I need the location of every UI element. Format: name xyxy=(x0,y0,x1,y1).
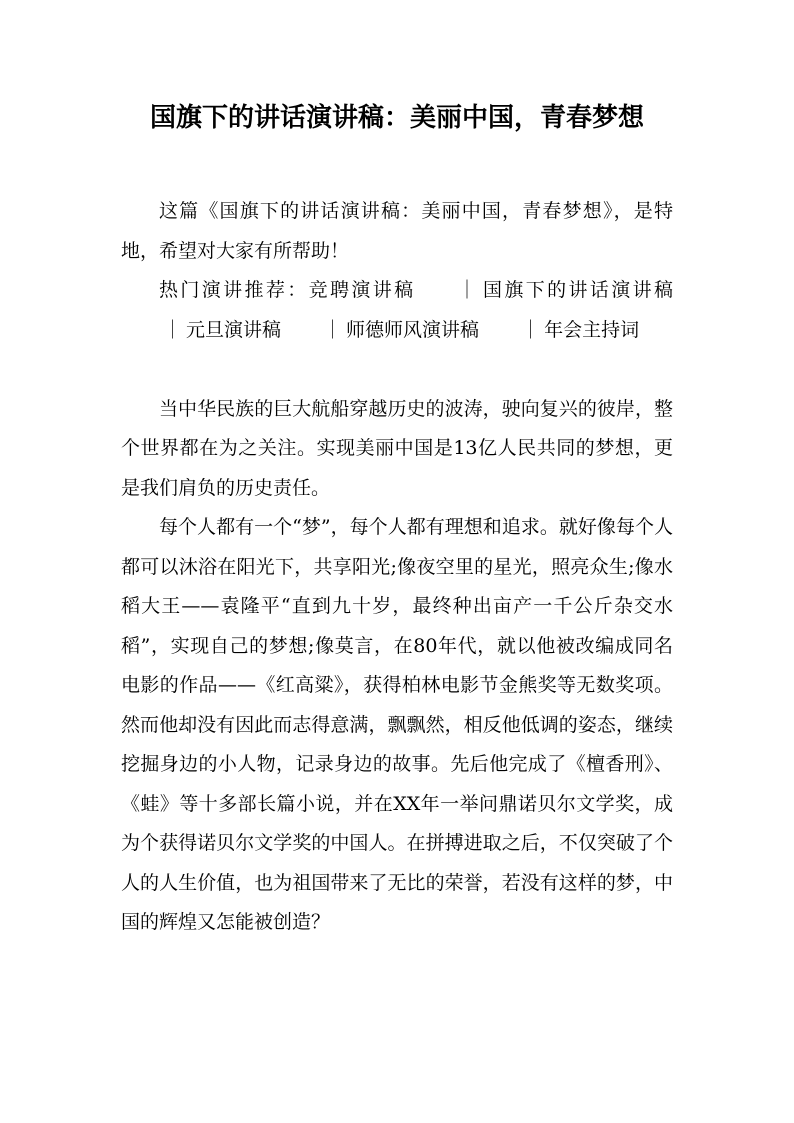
recommend-link-2[interactable]: 国旗下的讲话演讲稿 xyxy=(480,279,673,301)
link-separator: ｜ xyxy=(521,318,541,341)
recommend-link-3[interactable]: 元旦演讲稿 xyxy=(186,318,282,341)
body-paragraph-1: 当中华民族的巨大航船穿越历史的波涛，驶向复兴的彼岸，整个世界都在为之关注。实现美丽中国是13亿人民共同的梦想，更是我们肩负的历史责任。 xyxy=(121,397,673,499)
link-separator: ｜ xyxy=(323,318,343,341)
link-separator: ｜ xyxy=(163,318,183,341)
intro-paragraph: 这篇《国旗下的讲话演讲稿：美丽中国，青春梦想》，是特地，希望对大家有所帮助！ xyxy=(121,200,673,262)
recommend-label: 热门演讲推荐： xyxy=(159,279,309,301)
recommend-link-5[interactable]: 年会主持词 xyxy=(544,318,640,341)
paragraph-gap xyxy=(121,350,673,390)
recommend-link-1[interactable]: 竞聘演讲稿 xyxy=(308,279,416,301)
document-body xyxy=(121,192,673,943)
recommend-paragraph xyxy=(121,271,673,350)
body-paragraph-2: 每个人都有一个“梦”，每个人都有理想和追求。就好像每个人都可以沐浴在阳光下，共享阳光;像夜空里的星光，照亮众生;像水稻大王——袁隆平“直到九十岁，最终种出亩产一千公斤杂交水稻”，实现自己的梦想;像莫言，在80年代，就以他被改编成同名电影的作品——《红高粱》，获得柏林电影节金熊奖等无数奖项。然而他却没有因此而志得意满，飘飘然，相反他低调的姿态，继续挖掘身边的小人物，记录身边的故事。先后他完成了《檀香刑》、《蛙》等十多部长篇小说，并在XX年一举问鼎诺贝尔文学奖，成为个获得诺贝尔文学奖的中国人。在拼搏进取之后，不仅突破了个人的人生价值，也为祖国带来了无比的荣誉，若没有这样的梦，中国的辉煌又怎能被创造？ xyxy=(121,516,673,933)
page-title: 国旗下的讲话演讲稿：美丽中国，青春梦想 xyxy=(149,103,644,133)
recommend-link-4[interactable]: 师德师风演讲稿 xyxy=(346,318,480,341)
link-separator: ｜ xyxy=(457,279,477,301)
